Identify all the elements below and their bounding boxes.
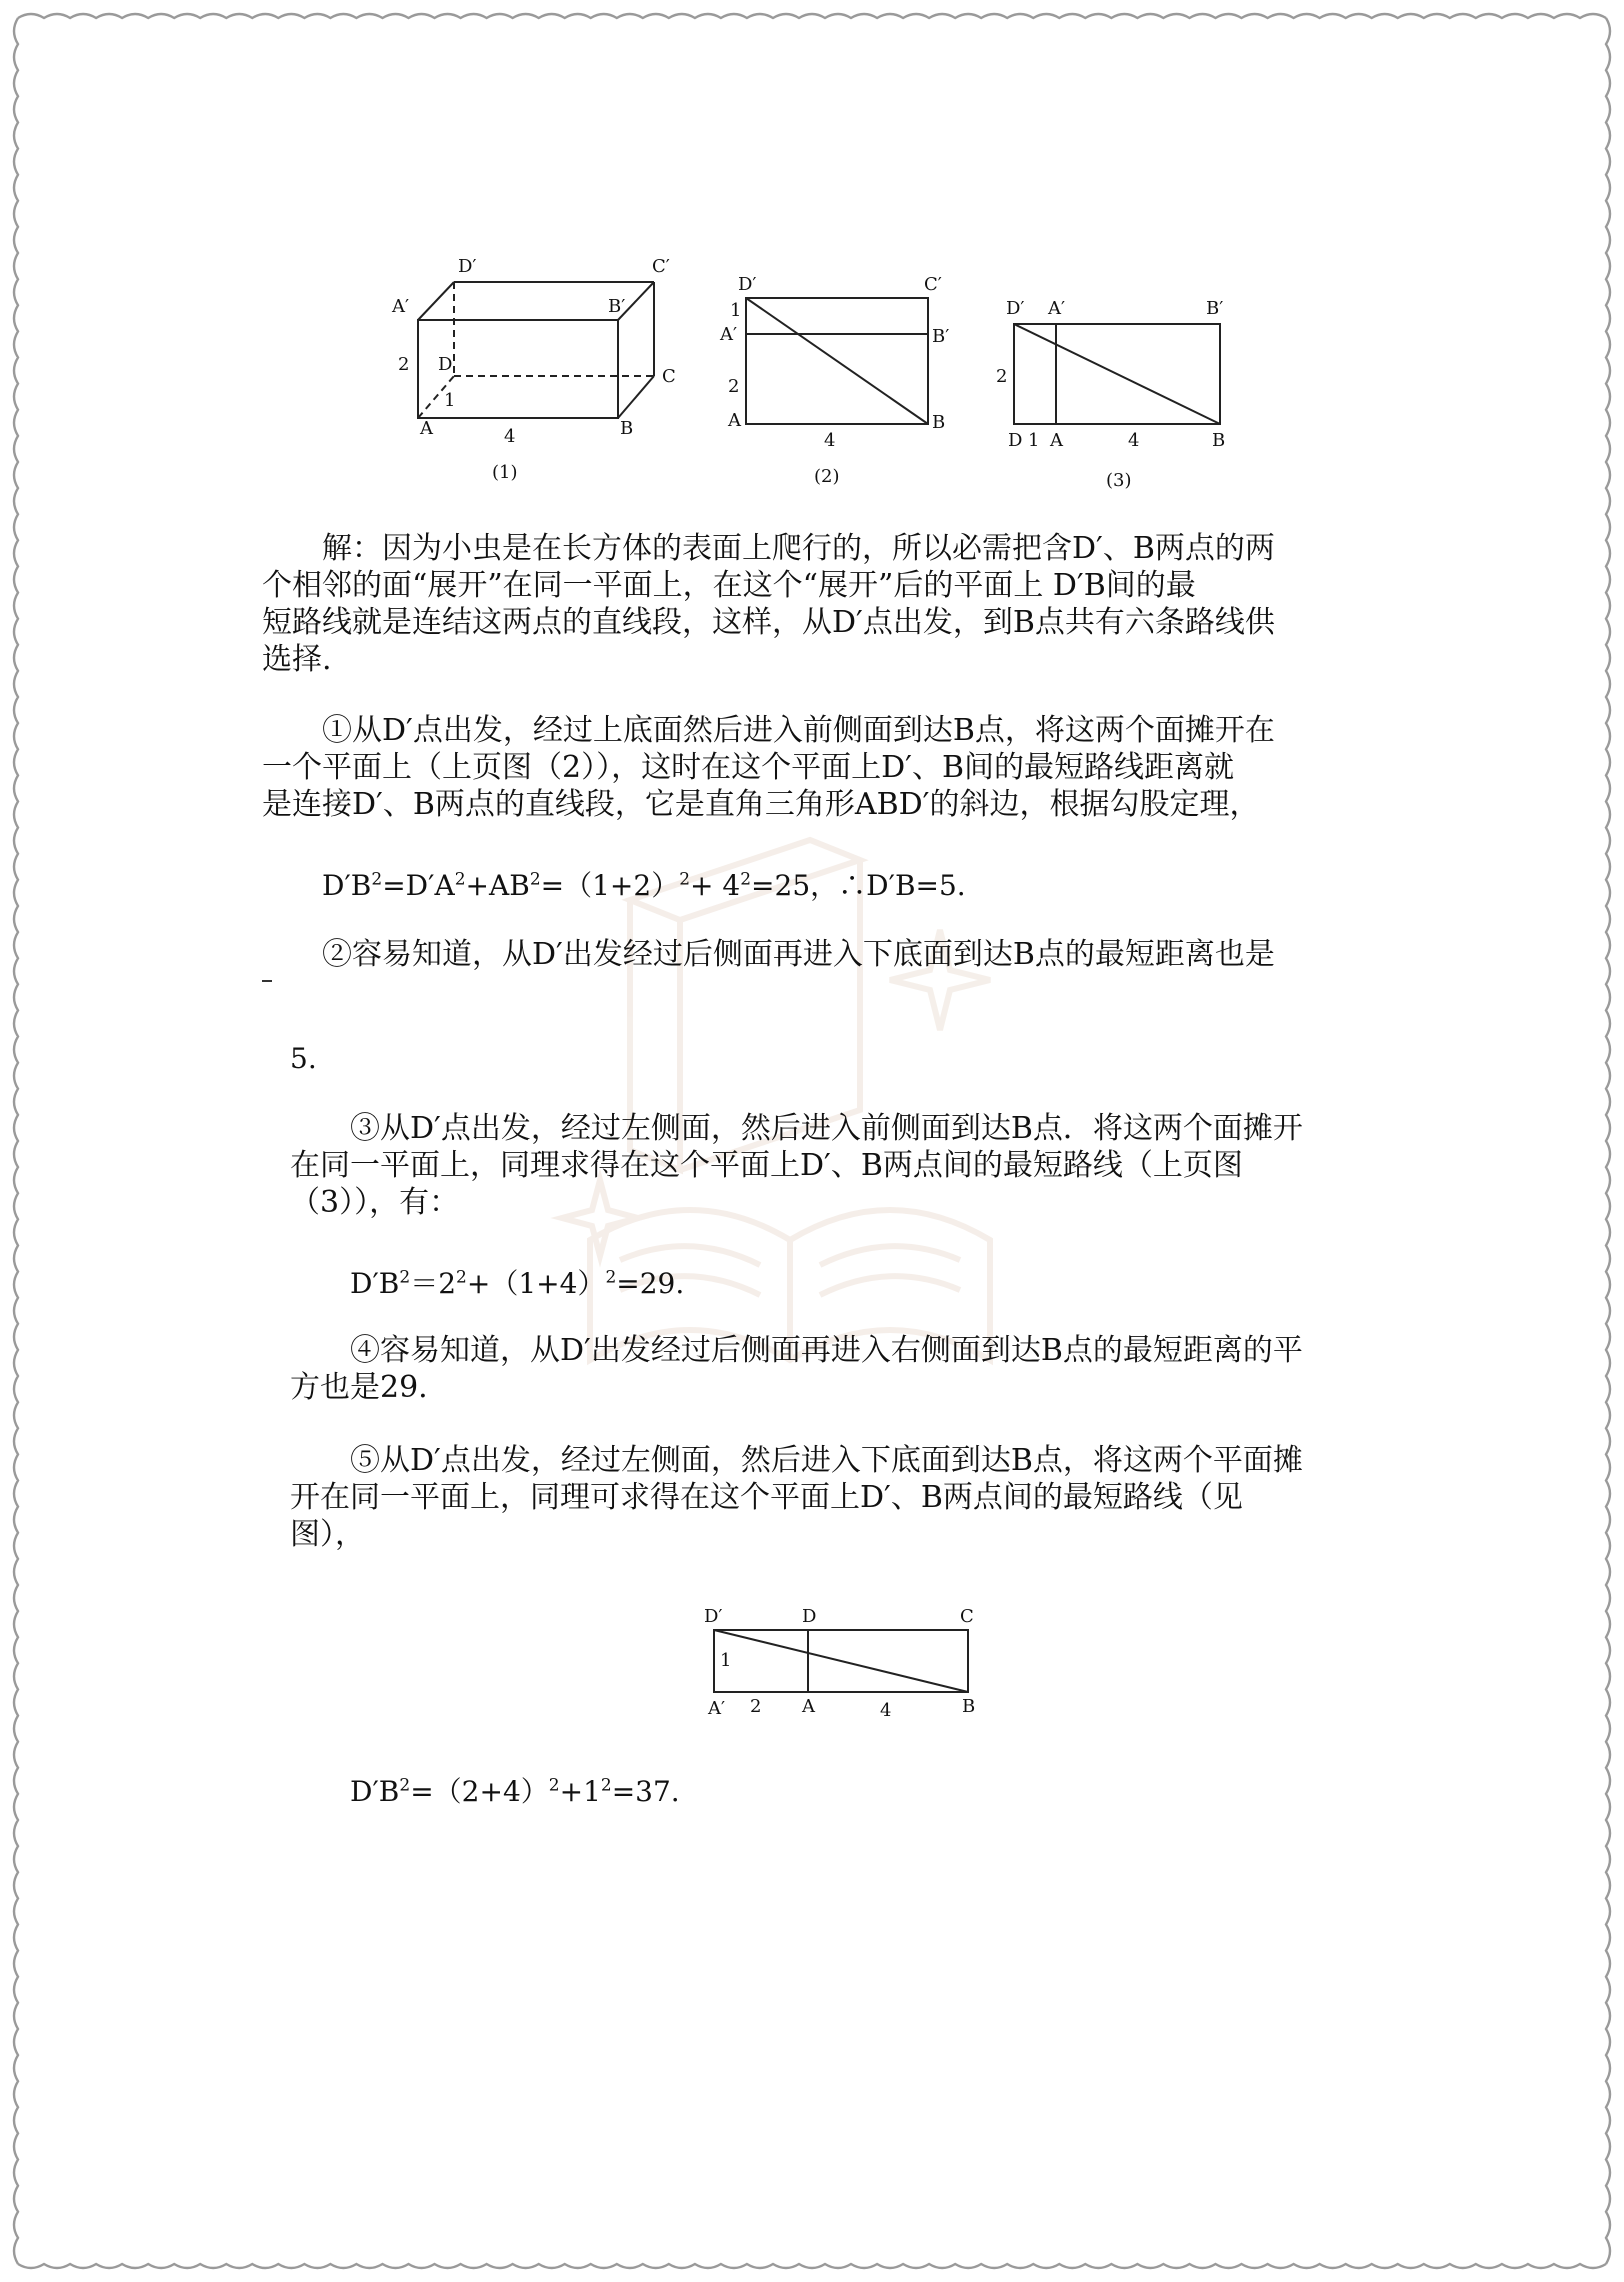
label-d: D	[438, 354, 453, 375]
label-two: 2	[996, 366, 1008, 387]
label-a-prime: A′	[1048, 298, 1066, 319]
eq-part: +AB	[465, 869, 530, 902]
eq-exponent: 2	[371, 869, 383, 890]
case-2-value: 5.	[290, 1042, 317, 1075]
eq-exponent: 2	[600, 1775, 612, 1796]
text-line: 选择.	[262, 642, 332, 677]
label-b: B	[1212, 430, 1226, 451]
label-two: 2	[728, 376, 740, 397]
figure-unfold-left-bottom	[698, 1600, 988, 1734]
label-a: A	[802, 1696, 815, 1717]
equation-case-1	[322, 864, 966, 904]
eq-exponent: 2	[548, 1775, 560, 1796]
label-b-prime: B′	[1206, 298, 1224, 319]
label-b-prime: B′	[932, 326, 950, 347]
eq-part: + 4	[690, 869, 741, 902]
case-3-paragraph	[290, 1110, 1303, 1221]
figure-caption: (3)	[1106, 470, 1132, 491]
eq-part: D′B	[350, 1267, 400, 1300]
text-line: ②容易知道，从D′出发经过后侧面再进入下底面到达B点的最短距离也是	[322, 937, 1275, 972]
text-line: 开在同一平面上，同理可求得在这个平面上D′、B两点间的最短路线（见	[290, 1480, 1243, 1515]
label-b: B	[620, 418, 634, 439]
label-depth: 1	[444, 390, 456, 411]
label-a: A	[1050, 430, 1063, 451]
label-one: 1	[730, 300, 742, 321]
eq-part: =D′A	[382, 869, 455, 902]
case-5-paragraph	[290, 1442, 1303, 1553]
label-b: B	[962, 1696, 976, 1717]
label-d: D	[1008, 430, 1023, 451]
label-d: D	[802, 1606, 817, 1627]
eq-part: =37.	[611, 1775, 680, 1808]
eq-exponent: 2	[740, 869, 752, 890]
text-line: 在同一平面上，同理求得在这个平面上D′、B两点间的最短路线（上页图	[290, 1148, 1243, 1183]
eq-part: +1	[559, 1775, 601, 1808]
figure-cuboid	[392, 248, 698, 492]
figure-unfold-top-front	[718, 266, 958, 500]
label-four: 4	[824, 430, 836, 451]
equation-case-3	[350, 1262, 684, 1302]
text-line: 一个平面上（上页图（2）），这时在这个平面上D′、B间的最短路线距离就	[262, 750, 1234, 785]
label-c-prime: C′	[924, 274, 942, 295]
eq-exponent: 2	[679, 869, 691, 890]
solution-paragraph	[262, 530, 1275, 678]
text-line: 是连接D′、B两点的直线段，它是直角三角形ABD′的斜边，根据勾股定理，	[262, 787, 1260, 822]
eq-part: =（1+2）	[540, 869, 680, 902]
label-c: C	[662, 366, 676, 387]
text-line: 个相邻的面“展开”在同一平面上，在这个“展开”后的平面上 D′B间的最	[262, 568, 1196, 603]
label-d-prime: D′	[704, 1606, 723, 1627]
case-2-paragraph	[322, 936, 1275, 973]
label-b: B	[932, 412, 946, 433]
label-four: 4	[880, 1700, 892, 1721]
text-line: （3）），有：	[290, 1185, 460, 1220]
text-line: ①从D′点出发，经过上底面然后进入前侧面到达B点，将这两个面摊开在	[322, 713, 1275, 748]
eq-part: ＝2	[410, 1267, 457, 1300]
eq-part: =29.	[616, 1267, 685, 1300]
label-a-prime: A′	[392, 296, 410, 317]
figure-caption: (1)	[492, 462, 518, 483]
eq-part: =（2+4）	[410, 1775, 549, 1808]
label-one: 1	[720, 1650, 732, 1671]
label-b-prime: B′	[608, 296, 626, 317]
figure-unfold-left-front	[998, 290, 1258, 504]
case-1-paragraph	[262, 712, 1275, 823]
eq-exponent: 2	[605, 1267, 617, 1288]
eq-part: D′B	[322, 869, 372, 902]
eq-part: +（1+4）	[466, 1267, 606, 1300]
text-line: ⑤从D′点出发，经过左侧面，然后进入下底面到达B点，将这两个平面摊	[350, 1443, 1303, 1478]
label-two: 2	[750, 1696, 762, 1717]
label-c: C	[960, 1606, 974, 1627]
text-line: 短路线就是连结这两点的直线段，这样，从D′点出发，到B点共有六条路线供	[262, 605, 1275, 640]
text-line: 方也是29.	[290, 1370, 428, 1405]
label-a: A	[420, 418, 433, 439]
label-a-prime: A′	[720, 324, 738, 345]
text-line: ④容易知道，从D′出发经过后侧面再进入右侧面到达B点的最短距离的平	[350, 1333, 1303, 1368]
label-length: 4	[504, 426, 516, 447]
eq-part: =25，∴D′B=5.	[751, 869, 966, 902]
text-line: ③从D′点出发，经过左侧面，然后进入前侧面到达B点．将这两个面摊开	[350, 1111, 1303, 1146]
figure-caption: (2)	[814, 466, 840, 487]
eq-exponent: 2	[529, 869, 541, 890]
label-c-prime: C′	[652, 256, 670, 277]
eq-part: D′B	[350, 1775, 400, 1808]
label-one: 1	[1028, 430, 1040, 451]
text-line: 图），	[290, 1517, 365, 1552]
label-a: A	[728, 410, 741, 431]
label-d-prime: D′	[1006, 298, 1025, 319]
label-d-prime: D′	[738, 274, 757, 295]
label-height: 2	[398, 354, 410, 375]
label-d-prime: D′	[458, 256, 477, 277]
label-four: 4	[1128, 430, 1140, 451]
eq-exponent: 2	[456, 1267, 467, 1288]
label-a-prime: A′	[708, 1698, 726, 1719]
text-line: 解：因为小虫是在长方体的表面上爬行的，所以必需把含D′、B两点的两	[322, 531, 1275, 566]
eq-exponent: 2	[399, 1775, 411, 1796]
stray-mark	[262, 980, 272, 982]
eq-exponent: 2	[454, 869, 466, 890]
eq-exponent: 2	[399, 1267, 411, 1288]
equation-case-5	[350, 1770, 680, 1810]
case-4-paragraph	[290, 1332, 1303, 1406]
